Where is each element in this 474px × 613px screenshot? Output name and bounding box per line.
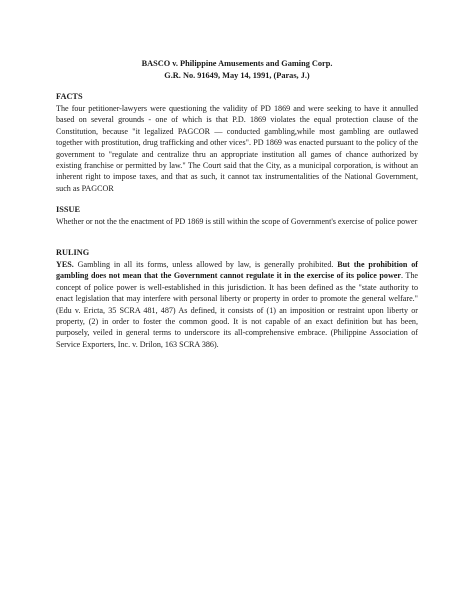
facts-section	[56, 91, 418, 194]
ruling-answer: YES.	[56, 260, 74, 269]
case-title-line-1: BASCO v. Philippine Amusements and Gaming Corp.	[141, 59, 333, 68]
ruling-text-intro: Gambling in all its forms, unless allowed by law, is generally prohibited.	[73, 260, 338, 269]
ruling-section	[56, 247, 418, 350]
ruling-heading: RULING	[56, 248, 90, 257]
issue-section	[56, 204, 418, 227]
case-citation-line: G.R. No. 91649, May 14, 1991, (Paras, J.)	[164, 71, 310, 80]
issue-heading: ISSUE	[56, 205, 80, 214]
issue-paragraph: Whether or not the the enactment of PD 1869 is still within the scope of Government's exercise of police power	[56, 217, 418, 226]
ruling-paragraph	[56, 259, 418, 350]
ruling-bold-statement: But the prohibition of gambling does not mean that the Government cannot regulate it in the exercise of its police power	[56, 260, 418, 281]
facts-paragraph: The four petitioner-lawyers were questioning the validity of PD 1869 and were seeking to have it annulled based on several grounds - one of which is that P.D. 1869 violates the equal protection clause of the Constitution, because "it legalized PAGCOR — conducted gambling,while most gambling are outlawed together with prostitution, drug trafficking and other vices". PD 1869 was enacted pursuant to the policy of the government to "regulate and centralize thru an appropriate institution all games of chance authorized by existing franchise or permitted by law." The Court said that the City, as a municipal corporation, is without an inherent right to impose taxes, and that as such, it cannot tax instrumentalities of the National Government, such as PAGCOR	[56, 104, 418, 193]
ruling-text-body: . The concept of police power is well-established in this jurisdiction. It has been defined as the "state authority to enact legislation that may interfere with personal liberty or property in order to promote the general welfare." (Edu v. Ericta, 35 SCRA 481, 487) As defined, it consists of (1) an imposition or restraint upon liberty or property, (2) in order to foster the common good. It is not capable of an exact definition but has been, purposely, veiled in general terms to underscore its all-comprehensive embrace. (Philippine Association of Service Exporters, Inc. v. Drilon, 163 SCRA 386).	[56, 271, 419, 349]
case-title	[56, 58, 418, 82]
facts-heading: FACTS	[56, 92, 83, 101]
